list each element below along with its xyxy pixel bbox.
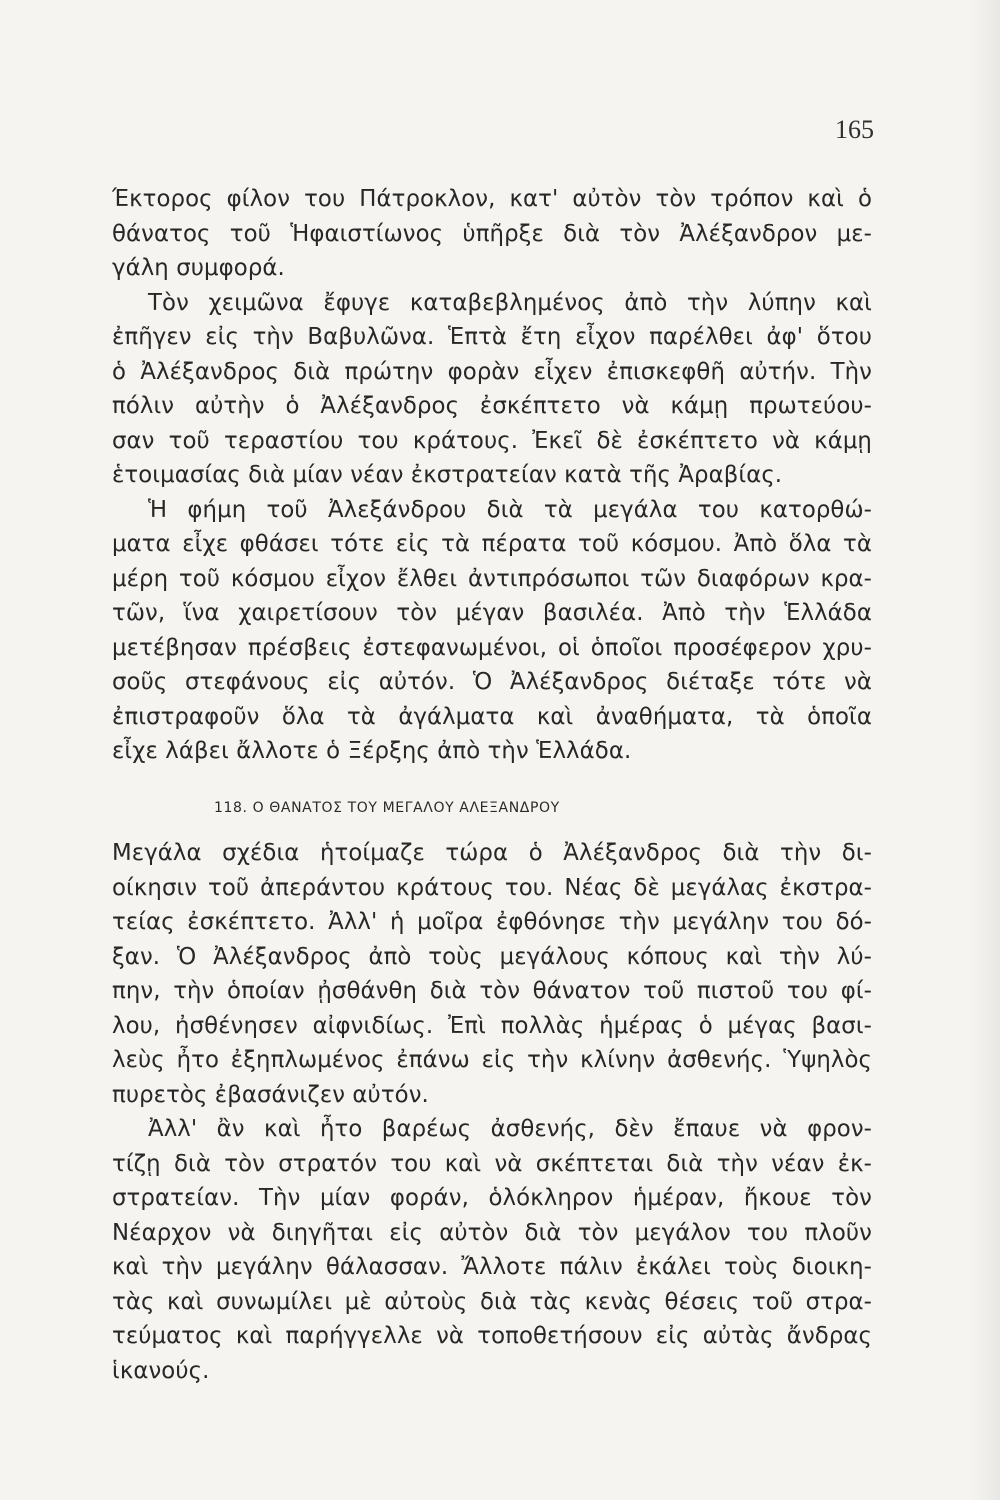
text-line: τὰς καὶ συνωμίλει μὲ αὐτοὺς διὰ τὰς κενὰς θέσεις τοῦ στρα- <box>112 1288 872 1315</box>
text-block-bottom <box>112 836 872 1388</box>
text-line: τῶν, ἵνα χαιρετίσουν τὸν μέγαν βασιλέα. Ἀπὸ τὴν Ἑλλάδα <box>112 600 872 626</box>
text-line: ἐπῆγεν εἰς τὴν Βαβυλῶνα. Ἑπτὰ ἔτη εἶχον παρέλθει ἀφ' ὅτου <box>112 324 872 350</box>
text-line: στρατείαν. Τὴν μίαν φοράν, ὁλόκληρον ἡμέραν, ἤκουε τὸν <box>112 1185 872 1211</box>
text-line: οίκησιν τοῦ ἀπεράντου κράτους του. Νέας δὲ μεγάλας ἐκστρα- <box>112 874 872 901</box>
text-line: εἶχε λάβει ἄλλοτε ὁ Ξέρξης ἀπὸ τὴν Ἑλλάδα. <box>112 738 632 764</box>
text-line: σοῦς στεφάνους εἰς αὐτόν. Ὁ Ἀλέξανδρος διέταξε τότε νὰ <box>112 669 872 695</box>
text-line: ἐπιστραφοῦν ὅλα τὰ ἀγάλματα καὶ ἀναθήματα, τὰ ὁποῖα <box>112 703 872 730</box>
text-line: τείας ἐσκέπτετο. Ἀλλ' ἡ μοῖρα ἐφθόνησε τὴν μεγάλην του δό- <box>112 909 872 935</box>
text-line: Μεγάλα σχέδια ἡτοίμαζε τώρα ὁ Ἀλέξανδρος διὰ τὴν δι- <box>112 840 872 866</box>
text-line: πην, τὴν ὁποίαν ᾐσθάνθη διὰ τὸν θάνατον τοῦ πιστοῦ του φί- <box>112 978 872 1004</box>
text-line: ὁ Ἀλέξανδρος διὰ πρώτην φορὰν εἶχεν ἐπισκεφθῆ αὐτήν. Τὴν <box>112 358 872 385</box>
text-line: Ἀλλ' ἂν καὶ ἦτο βαρέως ἀσθενής, δὲν ἔπαυε νὰ φρον- <box>148 1116 872 1142</box>
page-number: 165 <box>835 115 874 144</box>
text-line: ἑτοιμασίας διὰ μίαν νέαν ἐκστρατείαν κατὰ τῆς Ἀραβίας. <box>112 462 783 488</box>
text-line: ἱκανούς. <box>112 1357 210 1384</box>
section-heading: 118. Ο ΘΑΝΑΤΟΣ ΤΟΥ ΜΕΓΑΛΟΥ ΑΛΕΞΑΝΔΡΟΥ <box>214 800 560 816</box>
text-block-top <box>112 182 872 769</box>
text-line: μέρη τοῦ κόσμου εἶχον ἔλθει ἀντιπρόσωποι τῶν διαφόρων κρα- <box>112 565 872 592</box>
text-line: τεύματος καὶ παρήγγελλε νὰ τοποθετήσουν εἰς αὐτὰς ἄνδρας <box>112 1323 872 1349</box>
text-line: λου, ἠσθένησεν αἰφνιδίως. Ἐπὶ πολλὰς ἡμέρας ὁ μέγας βασι- <box>112 1012 872 1039</box>
text-line: θάνατος τοῦ Ἡφαιστίωνος ὑπῆρξε διὰ τὸν Ἀλέξανδρον με- <box>112 220 872 247</box>
page-edge-shadow <box>970 0 1000 1500</box>
text-line: τίζῃ διὰ τὸν στρατόν του καὶ νὰ σκέπτεται διὰ τὴν νέαν ἐκ- <box>112 1150 872 1177</box>
text-line: ματα εἶχε φθάσει τότε εἰς τὰ πέρατα τοῦ κόσμου. Ἀπὸ ὅλα τὰ <box>112 531 872 557</box>
text-line: σαν τοῦ τεραστίου του κράτους. Ἐκεῖ δὲ ἐσκέπτετο νὰ κάμῃ <box>112 427 872 454</box>
text-line: πυρετὸς ἐβασάνιζεν αὐτόν. <box>112 1081 429 1108</box>
text-line: Τὸν χειμῶνα ἔφυγε καταβεβλημένος ἀπὸ τὴν λύπην καὶ <box>148 289 872 316</box>
text-line: Έκτορος φίλον του Πάτροκλον, κατ' αὐτὸν τὸν τρόπον καὶ ὁ <box>112 186 872 212</box>
text-line: μετέβησαν πρέσβεις ἐστεφανωμένοι, οἱ ὁποῖοι προσέφερον χρυ- <box>112 634 872 661</box>
text-line: ξαν. Ὁ Ἀλέξανδρος ἀπὸ τοὺς μεγάλους κόπους καὶ τὴν λύ- <box>112 943 872 970</box>
text-line: Ἡ φήμη τοῦ Ἀλεξάνδρου διὰ τὰ μεγάλα του κατορθώ- <box>148 496 872 523</box>
text-line: γάλη συμφορά. <box>112 255 285 281</box>
text-line: λεὺς ἦτο ἐξηπλωμένος ἐπάνω εἰς τὴν κλίνην ἀσθενής. Ὑψηλὸς <box>112 1047 872 1073</box>
text-line: καὶ τὴν μεγάλην θάλασσαν. Ἄλλοτε πάλιν ἐκάλει τοὺς διοικη- <box>112 1254 872 1280</box>
text-line: πόλιν αὐτὴν ὁ Ἀλέξανδρος ἐσκέπτετο νὰ κάμῃ πρωτεύου- <box>112 393 872 419</box>
text-line: Νέαρχον νὰ διηγῆται εἰς αὐτὸν διὰ τὸν μεγάλον του πλοῦν <box>112 1219 872 1246</box>
